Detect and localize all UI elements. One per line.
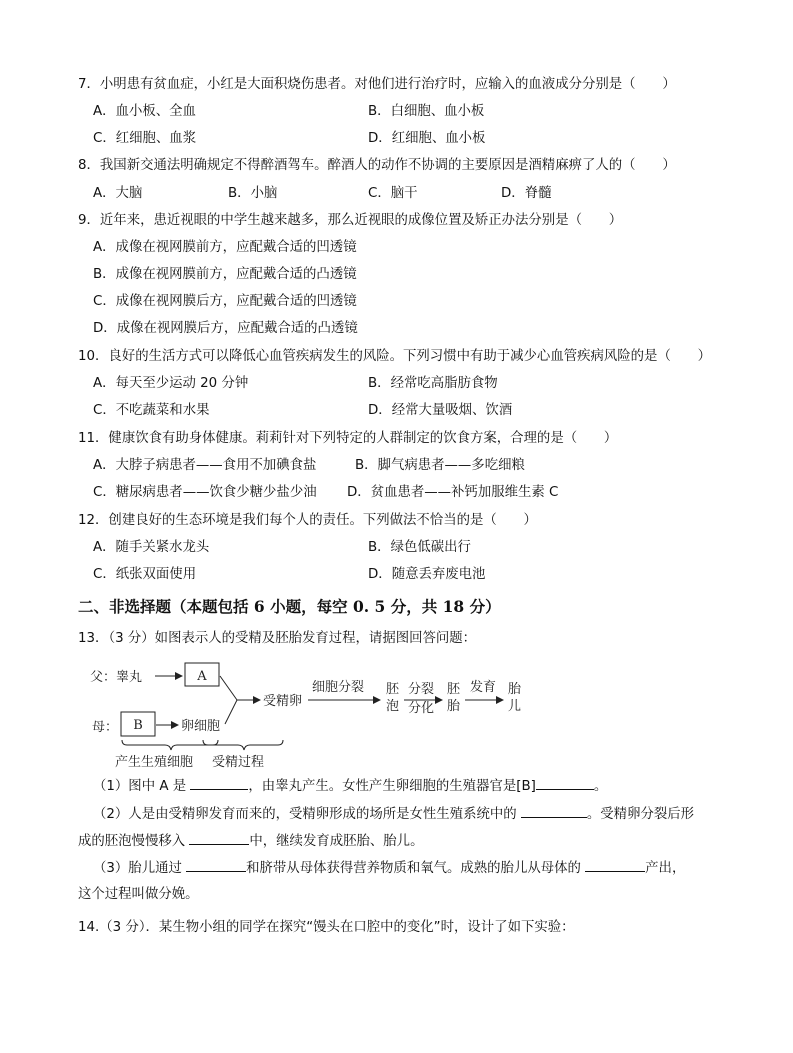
q13-blank-1[interactable] bbox=[190, 777, 248, 790]
q13-p3-text-c: 产出， bbox=[645, 861, 686, 876]
fetus-char-1: 胎 bbox=[508, 682, 522, 697]
q13-p1-text-b: ，由睾丸产生。女性产生卵细胞的生殖器官是[B] bbox=[248, 779, 536, 794]
cell-division-label: 细胞分裂 bbox=[312, 680, 365, 695]
q11-option-c: C．糖尿病患者——饮食少糖少盐少油 bbox=[93, 485, 317, 500]
q7-option-b: B．白细胞、血小板 bbox=[368, 104, 485, 119]
q7-option-d: D．红细胞、血小板 bbox=[368, 131, 486, 146]
q13-blank-2[interactable] bbox=[536, 777, 594, 790]
q13-part2-line1 bbox=[93, 805, 694, 824]
q13-p2-text-d: 中，继续发育成胚胎、胎儿。 bbox=[249, 834, 424, 849]
embryo-char-2: 胎 bbox=[447, 699, 461, 714]
embryo-char-1: 胚 bbox=[447, 682, 461, 697]
q13-p1-text-c: 。 bbox=[593, 779, 608, 794]
q9-option-c: C．成像在视网膜后方，应配戴合适的凹透镜 bbox=[93, 294, 357, 309]
father-label: 父：睾丸 bbox=[90, 670, 143, 685]
gametes-label: 产生生殖细胞 bbox=[115, 755, 194, 770]
brace-fertilization bbox=[203, 740, 283, 750]
q13-part3-line1 bbox=[93, 859, 685, 878]
q14-stem: 14.（3 分）．某生物小组的同学在探究“馒头在口腔中的变化”时，设计了如下实验： bbox=[78, 920, 575, 935]
zygote-label: 受精卵 bbox=[263, 694, 303, 709]
q13-part2-line2 bbox=[78, 832, 423, 851]
fertilization-label: 受精过程 bbox=[212, 755, 265, 770]
q10-option-c: C．不吃蔬菜和水果 bbox=[93, 403, 210, 418]
blastocyst-char-2: 泡 bbox=[386, 699, 400, 714]
q9-stem: 9．近年来，患近视眼的中学生越来越多，那么近视眼的成像位置及矫正办法分别是（ ） bbox=[78, 213, 623, 228]
line-sperm-join bbox=[220, 676, 237, 700]
fetus-char-2: 儿 bbox=[508, 699, 522, 714]
blastocyst-char-1: 胚 bbox=[386, 682, 400, 697]
q10-option-d: D．经常大量吸烟、饮酒 bbox=[368, 403, 513, 418]
develop-label: 发育 bbox=[470, 680, 497, 695]
section-heading: 二、非选择题（本题包括 6 小题，每空 0. 5 分，共 18 分） bbox=[78, 597, 501, 616]
fertilization-diagram bbox=[90, 660, 550, 770]
q12-option-a: A．随手关紧水龙头 bbox=[93, 540, 210, 555]
q13-part3-line2: 这个过程叫做分娩。 bbox=[78, 887, 199, 902]
q11-option-b: B．脚气病患者——多吃细粮 bbox=[355, 458, 525, 473]
q13-p2-text-a: （2）人是由受精卵发育而来的，受精卵形成的场所是女性生殖系统中的 bbox=[93, 807, 517, 822]
q13-p3-text-b: 和脐带从母体获得营养物质和氧气。成熟的胎儿从母体的 bbox=[246, 861, 581, 876]
q12-stem: 12．创建良好的生态环境是我们每个人的责任。下列做法不恰当的是（ ） bbox=[78, 513, 537, 528]
q11-option-d: D．贫血患者——补钙加服维生素 C bbox=[347, 485, 559, 500]
box-b-label: B bbox=[133, 718, 143, 733]
q9-option-d: D．成像在视网膜后方，应配戴合适的凸透镜 bbox=[93, 321, 358, 336]
q7-stem: 7．小明患有贫血症，小红是大面积烧伤患者。对他们进行治疗时，应输入的血液成分分别是（ ） bbox=[78, 77, 676, 92]
q7-option-a: A．血小板、全血 bbox=[93, 104, 196, 119]
q8-stem: 8．我国新交通法明确规定不得醉酒驾车。醉酒人的动作不协调的主要原因是酒精麻痹了人的（ ） bbox=[78, 158, 676, 173]
q13-p1-text-a: （1）图中 A 是 bbox=[93, 779, 187, 794]
q8-option-a: A．大脑 bbox=[93, 186, 143, 201]
q13-blank-3[interactable] bbox=[521, 805, 587, 818]
differentiation-label: 分化 bbox=[408, 701, 435, 716]
q8-option-d: D．脊髓 bbox=[501, 186, 552, 201]
q12-option-b: B．绿色低碳出行 bbox=[368, 540, 471, 555]
q9-option-b: B．成像在视网膜前方，应配戴合适的凸透镜 bbox=[93, 267, 357, 282]
q12-option-c: C．纸张双面使用 bbox=[93, 567, 197, 582]
q11-option-a: A．大脖子病患者——食用不加碘食盐 bbox=[93, 458, 317, 473]
q10-stem: 10．良好的生活方式可以降低心血管疾病发生的风险。下列习惯中有助于减少心血管疾病风险的是（ ） bbox=[78, 349, 712, 364]
q13-p3-text-a: （3）胎儿通过 bbox=[93, 861, 182, 876]
division-label: 分裂 bbox=[408, 682, 435, 697]
q12-option-d: D．随意丢弃废电池 bbox=[368, 567, 486, 582]
q11-stem: 11．健康饮食有助身体健康。莉莉针对下列特定的人群制定的饮食方案，合理的是（ ） bbox=[78, 431, 618, 446]
q8-option-c: C．脑干 bbox=[368, 186, 418, 201]
mother-label: 母： bbox=[92, 720, 119, 735]
q13-part1 bbox=[93, 777, 607, 796]
q10-option-a: A．每天至少运动 20 分钟 bbox=[93, 376, 249, 391]
q10-option-b: B．经常吃高脂肪食物 bbox=[368, 376, 498, 391]
q13-p2-text-c: 成的胚泡慢慢移入 bbox=[78, 834, 186, 849]
egg-label: 卵细胞 bbox=[181, 719, 221, 734]
q13-blank-5[interactable] bbox=[186, 859, 246, 872]
q13-p2-text-b: 。受精卵分裂后形 bbox=[586, 807, 695, 822]
q13-blank-6[interactable] bbox=[585, 859, 645, 872]
q8-option-b: B．小脑 bbox=[228, 186, 278, 201]
q13-stem: 13．（3 分）如图表示人的受精及胚胎发育过程，请据图回答问题： bbox=[78, 631, 477, 646]
q9-option-a: A．成像在视网膜前方，应配戴合适的凹透镜 bbox=[93, 240, 357, 255]
q7-option-c: C．红细胞、血浆 bbox=[93, 131, 197, 146]
box-a-label: A bbox=[197, 669, 207, 684]
q13-blank-4[interactable] bbox=[189, 832, 249, 845]
line-egg-join bbox=[225, 700, 237, 724]
